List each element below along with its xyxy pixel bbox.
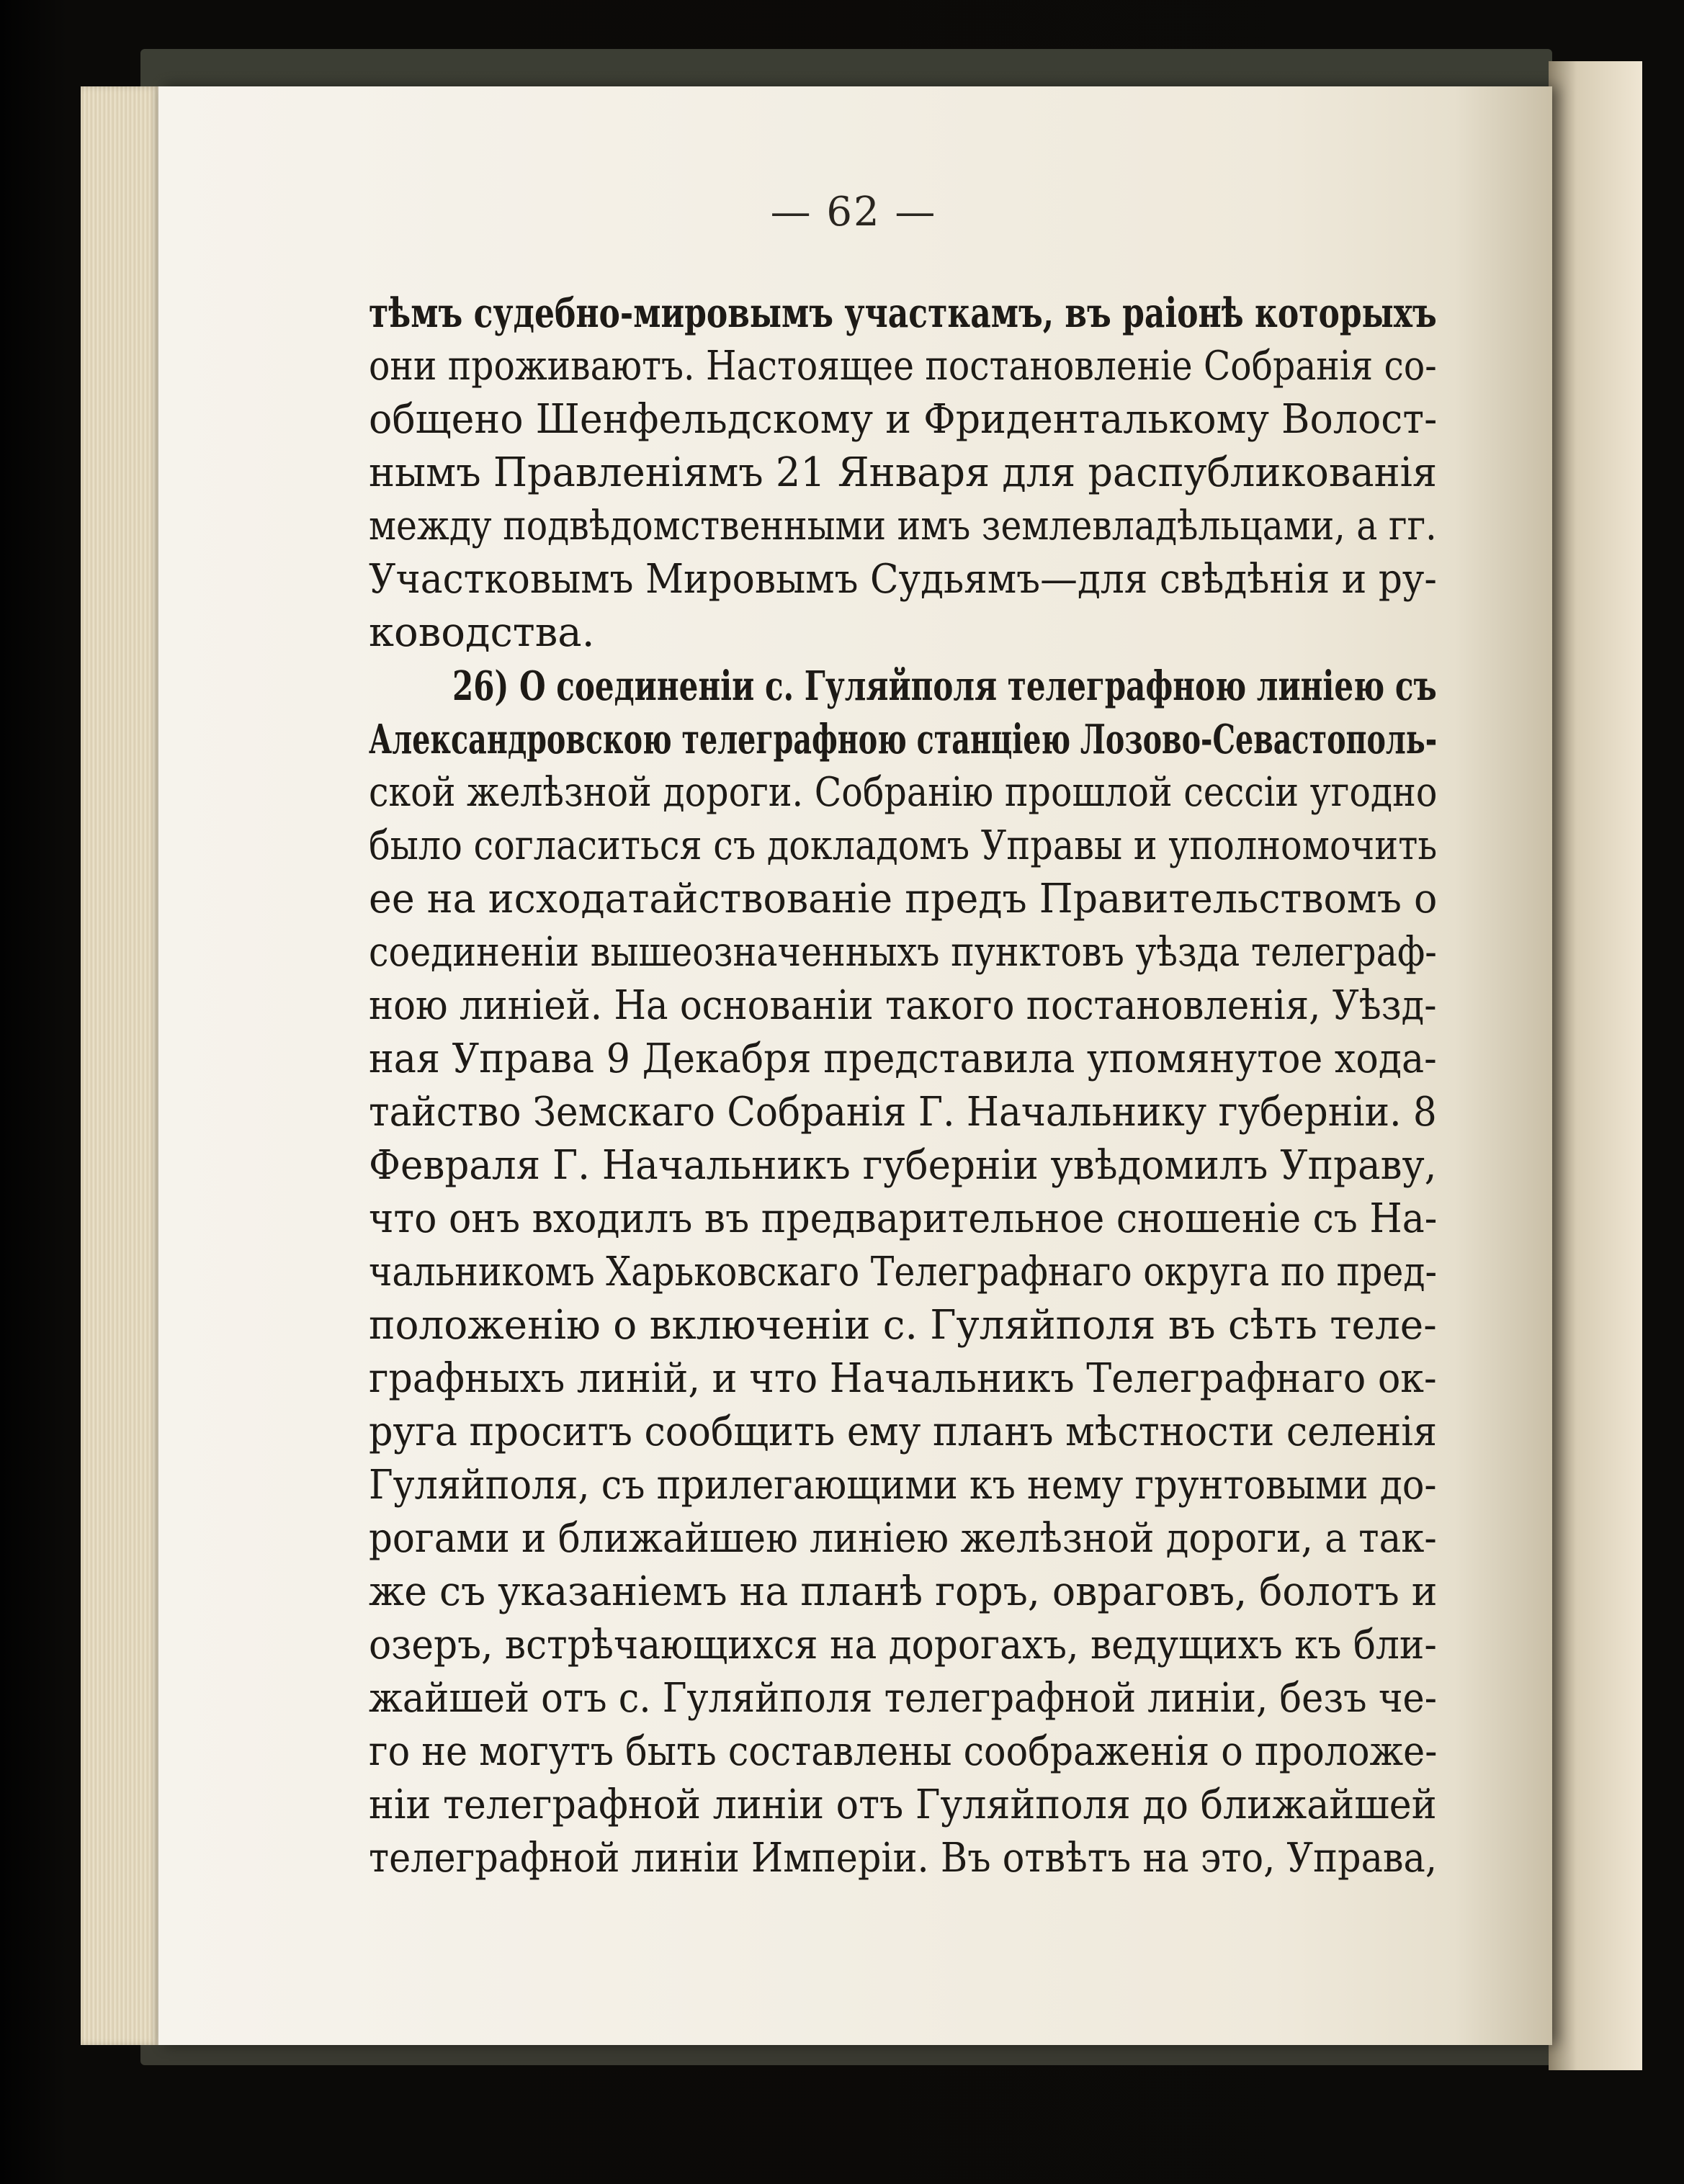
text-line: нымъ Правленіямъ 21 Января для распубликованія bbox=[369, 449, 1438, 496]
text-line: ской желѣзной дороги. Собранію прошлой сессіи угодно bbox=[369, 769, 1438, 816]
text-line: что онъ входилъ въ предварительное сношеніе съ На- bbox=[369, 1195, 1438, 1242]
text-line: Февраля Г. Начальникъ губерніи увѣдомилъ Управу, bbox=[369, 1142, 1437, 1189]
text-line: графныхъ линій, и что Начальникъ Телеграфнаго ок- bbox=[369, 1355, 1437, 1402]
text-line: рогами и ближайшею линіею желѣзной дороги, а так- bbox=[369, 1515, 1437, 1562]
text-line: соединеніи вышеозначенныхъ пунктовъ уѣзда телеграф- bbox=[369, 929, 1437, 976]
text-line: жайшей отъ с. Гуляйполя телеграфной линіи, безъ че- bbox=[369, 1675, 1437, 1722]
text-line: Участковымъ Мировымъ Судьямъ—для свѣдѣнія и ру- bbox=[369, 556, 1437, 603]
text-line: го не могутъ быть составлены соображенія о проложе- bbox=[369, 1728, 1438, 1775]
text-line: между подвѣдомственными имъ землевладѣльцами, а гг. bbox=[369, 503, 1437, 549]
section-heading-line: 26) О соединеніи с. Гуляйполя телеграфною линіею съ bbox=[452, 662, 1437, 710]
text-line: общено Шенфельдскому и Фриденталькому Волост- bbox=[369, 396, 1438, 443]
text-line: тѣмъ судебно-мировымъ участкамъ, въ раіонѣ которыхъ bbox=[369, 289, 1437, 337]
page-number: — 62 — bbox=[770, 189, 937, 235]
text-line: же съ указаніемъ на планѣ горъ, овраговъ, болотъ и bbox=[369, 1568, 1438, 1615]
page-stack-edges bbox=[81, 86, 160, 2045]
text-line: ная Управа 9 Декабря представила упомянутое хода- bbox=[369, 1035, 1437, 1082]
text-line: телеграфной линіи Имперіи. Въ отвѣтъ на это, Управа, bbox=[369, 1835, 1438, 1882]
text-line: ководства. bbox=[369, 609, 595, 656]
text-line: тайство Земскаго Собранія Г. Начальнику губерніи. 8 bbox=[369, 1089, 1437, 1136]
text-line: они проживаютъ. Настоящее постановленіе Собранія со- bbox=[369, 343, 1437, 390]
text-line: ною линіей. На основаніи такого постановленія, Уѣзд- bbox=[369, 982, 1437, 1029]
adjacent-page-edge bbox=[1549, 61, 1642, 2070]
text-line: было согласиться съ докладомъ Управы и уполномочить bbox=[369, 822, 1438, 869]
text-line: положенію о включеніи с. Гуляйполя въ сѣть теле- bbox=[369, 1302, 1437, 1349]
text-line: чальникомъ Харьковскаго Телеграфнаго округа по пред- bbox=[369, 1249, 1438, 1295]
text-line: озеръ, встрѣчающихся на дорогахъ, ведущихъ къ бли- bbox=[369, 1622, 1437, 1668]
text-line: Гуляйполя, съ прилегающими къ нему грунтовыми до- bbox=[369, 1462, 1437, 1509]
text-line: руга проситъ сообщить ему планъ мѣстности селенія bbox=[369, 1408, 1437, 1455]
text-line: ніи телеграфной линіи отъ Гуляйполя до ближайшей bbox=[369, 1781, 1437, 1828]
section-heading-line: Александровскою телеграфною станціею Лозово-Севастополь- bbox=[369, 716, 1438, 763]
text-line: ее на исходатайствованіе предъ Правительствомъ о bbox=[369, 876, 1438, 922]
